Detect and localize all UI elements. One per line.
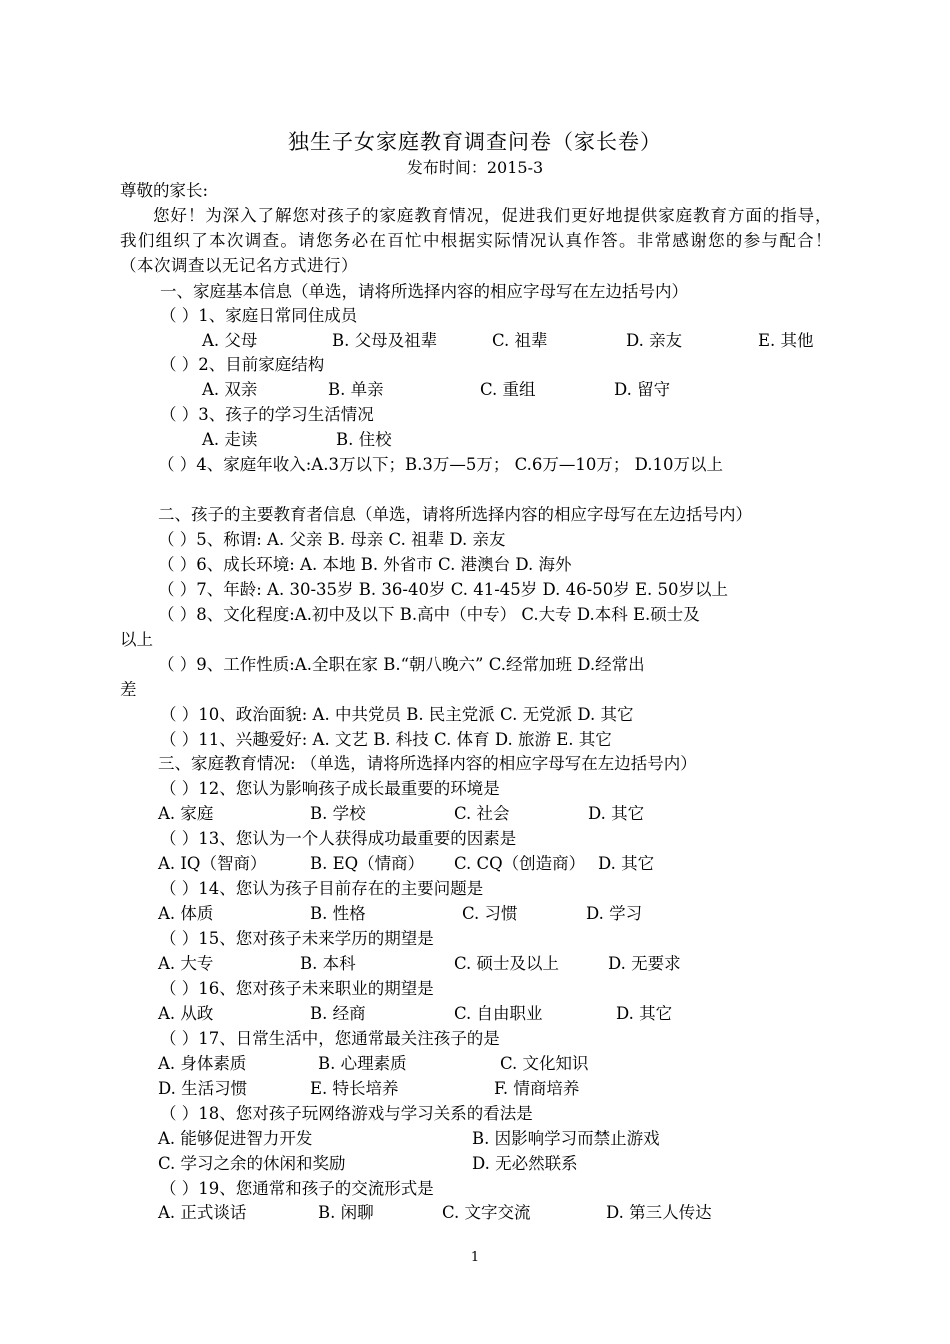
option: B. 心理素质 bbox=[318, 1054, 407, 1073]
option: C. 文化知识 bbox=[500, 1054, 589, 1073]
option: C. 社会 bbox=[454, 804, 510, 823]
q15-text: （ ）15、您对孩子未来学历的期望是 bbox=[160, 929, 434, 948]
option: B. 单亲 bbox=[328, 380, 384, 399]
option: A. 正式谈话 bbox=[158, 1203, 247, 1222]
intro-paragraph: 您好！为深入了解您对孩子的家庭教育情况，促进我们更好地提供家庭教育方面的指导，我们组织了本次调查。请您务必在百忙中根据实际情况认真作答。非常感谢您的参与配合！（本次调查以无记名方式进行） bbox=[120, 206, 832, 275]
q18-options-row2 bbox=[158, 1152, 870, 1176]
page-number: 1 bbox=[470, 1250, 480, 1265]
option: D. 无必然联系 bbox=[472, 1154, 578, 1173]
q10-text: （ ）10、政治面貌: A. 中共党员 B. 民主党派 C. 无党派 D. 其它 bbox=[160, 705, 634, 724]
option: B. 学校 bbox=[310, 804, 366, 823]
release-date: 发布时间：2015-3 bbox=[406, 158, 544, 177]
option: D. 第三人传达 bbox=[606, 1203, 712, 1222]
option: D. 无要求 bbox=[608, 954, 681, 973]
q17-text: （ ）17、日常生活中，您通常最关注孩子的是 bbox=[160, 1029, 500, 1048]
q11-text: （ ）11、兴趣爱好: A. 文艺 B. 科技 C. 体育 D. 旅游 E. 其它 bbox=[160, 730, 612, 749]
q1-text: （ ）1、家庭日常同住成员 bbox=[160, 306, 358, 325]
q14-text: （ ）14、您认为孩子目前存在的主要问题是 bbox=[160, 879, 484, 898]
option: D. 其它 bbox=[616, 1004, 673, 1023]
option: B. EQ（情商） bbox=[310, 854, 425, 873]
q12-options bbox=[158, 802, 870, 826]
option: A. 大专 bbox=[158, 954, 214, 973]
q3-text: （ ）3、孩子的学习生活情况 bbox=[160, 405, 374, 424]
q7-text: （ ）7、年龄: A. 30-35岁 B. 36-40岁 C. 41-45岁 D. 46-50岁 E. 50岁以上 bbox=[158, 580, 728, 599]
option: C. CQ（创造商） bbox=[454, 854, 586, 873]
option: A. 从政 bbox=[158, 1004, 214, 1023]
q9-text: （ ）9、工作性质:A.全职在家 B.“朝八晚六” C.经常加班 D.经常出 bbox=[158, 655, 645, 674]
option: B. 父母及祖辈 bbox=[332, 331, 438, 350]
option: B. 闲聊 bbox=[318, 1203, 374, 1222]
q8-text-continued: 以上 bbox=[120, 630, 153, 649]
option: A. 身体素质 bbox=[158, 1054, 247, 1073]
q6-text: （ ）6、成长环境: A. 本地 B. 外省市 C. 港澳台 D. 海外 bbox=[158, 555, 572, 574]
q8-text: （ ）8、文化程度:A.初中及以下 B.高中（中专） C.大专 D.本科 E.硕士及 bbox=[158, 605, 700, 624]
option: E. 其他 bbox=[758, 331, 814, 350]
option: D. 其它 bbox=[598, 854, 655, 873]
greeting: 尊敬的家长: bbox=[120, 181, 209, 200]
option: C. 祖辈 bbox=[492, 331, 548, 350]
option: A. 走读 bbox=[202, 430, 258, 449]
page-title: 独生子女家庭教育调查问卷（家长卷） bbox=[288, 130, 662, 154]
option: F. 情商培养 bbox=[494, 1079, 580, 1098]
q2-text: （ ）2、目前家庭结构 bbox=[160, 355, 325, 374]
q13-options bbox=[158, 852, 870, 876]
option: A. 家庭 bbox=[158, 804, 214, 823]
option: A. 父母 bbox=[202, 331, 258, 350]
option: D. 亲友 bbox=[626, 331, 683, 350]
q18-options-row1 bbox=[158, 1127, 870, 1151]
option: B. 因影响学习而禁止游戏 bbox=[472, 1129, 660, 1148]
q19-text: （ ）19、您通常和孩子的交流形式是 bbox=[160, 1179, 434, 1198]
option: A. 双亲 bbox=[202, 380, 258, 399]
q2-options bbox=[202, 378, 914, 402]
option: D. 生活习惯 bbox=[158, 1079, 248, 1098]
q5-text: （ ）5、称谓: A. 父亲 B. 母亲 C. 祖辈 D. 亲友 bbox=[158, 530, 506, 549]
option: D. 其它 bbox=[588, 804, 645, 823]
option: A. 体质 bbox=[158, 904, 214, 923]
q17-options-row1 bbox=[158, 1052, 870, 1076]
q1-options bbox=[202, 329, 914, 353]
option: B. 性格 bbox=[310, 904, 366, 923]
q4-text: （ ）4、家庭年收入:A.3万以下；B.3万—5万； C.6万—10万； D.10万以上 bbox=[158, 455, 723, 474]
option: C. 文字交流 bbox=[442, 1203, 531, 1222]
option: A. IQ（智商） bbox=[158, 854, 267, 873]
option: C. 重组 bbox=[480, 380, 536, 399]
q19-options bbox=[158, 1201, 870, 1225]
q16-text: （ ）16、您对孩子未来职业的期望是 bbox=[160, 979, 434, 998]
option: C. 自由职业 bbox=[454, 1004, 543, 1023]
q17-options-row2 bbox=[158, 1077, 870, 1101]
option: B. 经商 bbox=[310, 1004, 366, 1023]
option: B. 住校 bbox=[336, 430, 392, 449]
option: C. 学习之余的休闲和奖励 bbox=[158, 1154, 346, 1173]
q3-options bbox=[202, 428, 914, 452]
option: C. 习惯 bbox=[462, 904, 518, 923]
option: C. 硕士及以上 bbox=[454, 954, 560, 973]
q12-text: （ ）12、您认为影响孩子成长最重要的环境是 bbox=[160, 779, 500, 798]
section3-heading: 三、家庭教育情况: （单选，请将所选择内容的相应字母写在左边括号内） bbox=[158, 754, 697, 773]
option: B. 本科 bbox=[300, 954, 356, 973]
option: E. 特长培养 bbox=[310, 1079, 399, 1098]
section1-heading: 一、家庭基本信息（单选，请将所选择内容的相应字母写在左边括号内） bbox=[160, 282, 688, 301]
option: D. 留守 bbox=[614, 380, 671, 399]
section2-heading: 二、孩子的主要教育者信息（单选，请将所选择内容的相应字母写在左边括号内） bbox=[158, 505, 752, 524]
q16-options bbox=[158, 1002, 870, 1026]
q9-text-continued: 差 bbox=[120, 680, 137, 699]
q15-options bbox=[158, 952, 870, 976]
option: D. 学习 bbox=[586, 904, 643, 923]
option: A. 能够促进智力开发 bbox=[158, 1129, 313, 1148]
q13-text: （ ）13、您认为一个人获得成功最重要的因素是 bbox=[160, 829, 517, 848]
q18-text: （ ）18、您对孩子玩网络游戏与学习关系的看法是 bbox=[160, 1104, 533, 1123]
q14-options bbox=[158, 902, 870, 926]
